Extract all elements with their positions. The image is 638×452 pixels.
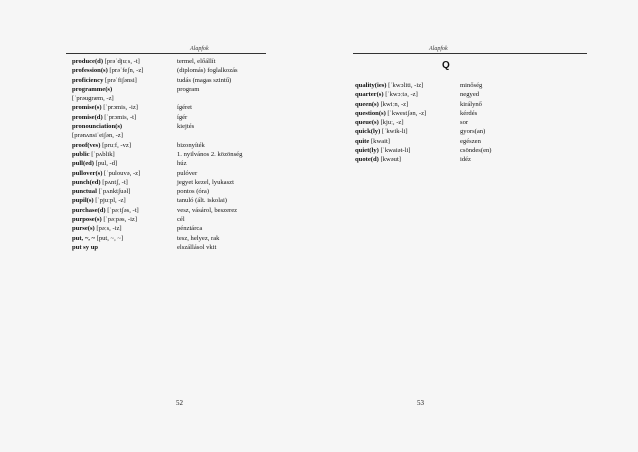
entry-term: [72, 206, 177, 215]
dictionary-entry: [355, 109, 555, 118]
entry-term: [72, 76, 177, 85]
hungarian-meaning: [177, 94, 292, 103]
dictionary-entry: [355, 81, 555, 90]
entry-term: [72, 150, 177, 159]
hungarian-meaning: pontos (óra): [177, 188, 210, 196]
headword: programme(s): [72, 85, 113, 93]
pronunciation: [ˈpjuːpl, -z]: [93, 197, 126, 205]
pronunciation: [pʌntʃ, -t]: [100, 178, 128, 186]
hungarian-meaning: elszállásol vkit: [177, 243, 217, 251]
entry-term: [72, 169, 177, 178]
entry-term: [72, 215, 177, 224]
dictionary-entry: [72, 187, 292, 196]
header-rule: [66, 53, 266, 54]
pronunciation: [prənʌnsiˈeiʃən, -z]: [72, 132, 123, 140]
headword: purpose(s): [72, 216, 102, 224]
hungarian-meaning: ígéret: [177, 104, 193, 112]
hungarian-meaning: jegyet kezel, lyukaszt: [177, 178, 234, 186]
dictionary-entry: [72, 103, 292, 112]
dictionary-entry: [72, 169, 292, 178]
dictionary-entry: [72, 66, 292, 75]
dictionary-entry: [355, 127, 555, 136]
pronunciation: [prəˈfiʃənsi]: [103, 76, 137, 84]
entry-term: [72, 234, 177, 243]
headword: produce(d): [72, 58, 104, 65]
pronunciation: [ˈkwɔːtə, -z]: [383, 91, 418, 99]
page-number: 52: [176, 399, 183, 407]
dictionary-entry: [72, 215, 292, 224]
dictionary-entry: [72, 159, 292, 168]
headword: quite: [355, 137, 370, 145]
dictionary-entry: [72, 85, 292, 94]
dictionary-entry: [355, 146, 555, 155]
hungarian-meaning: program: [177, 85, 200, 93]
headword: quarter(s): [355, 91, 384, 99]
headword: pupil(s): [72, 197, 94, 205]
hungarian-meaning: kiejtés: [177, 123, 195, 131]
entry-term: [72, 187, 177, 196]
headword: purchase(d): [72, 206, 106, 214]
headword: promise(d): [72, 113, 103, 121]
hungarian-meaning: minőség: [460, 82, 483, 89]
section-letter: Q: [442, 60, 450, 71]
dictionary-entry: [72, 243, 292, 252]
headword: purse(s): [72, 225, 95, 233]
pronunciation: [ˈkwestʃən, -z]: [385, 109, 427, 117]
hungarian-meaning: pénztárca: [177, 225, 203, 233]
entry-term: [72, 103, 177, 112]
dictionary-entry: [72, 94, 292, 103]
entry-term: [72, 196, 177, 205]
hungarian-meaning: ígér: [177, 113, 188, 121]
pronunciation: [ˈkwɔliti, -iz]: [386, 82, 424, 89]
running-head: Alapfok: [429, 46, 448, 52]
entry-term: [72, 113, 177, 122]
headword: quiet(ly): [355, 147, 379, 155]
hungarian-meaning: idéz: [460, 156, 471, 164]
headword: quote(d): [355, 156, 379, 164]
hungarian-meaning: 1. nyilvános 2. közönség: [177, 150, 243, 158]
entry-term: [355, 118, 460, 127]
headword: put sy up: [72, 243, 99, 251]
entry-term: [72, 85, 177, 94]
dictionary-entry: [355, 155, 555, 164]
entry-term: [72, 243, 177, 252]
hungarian-meaning: egészen: [460, 137, 481, 145]
hungarian-meaning: negyed: [460, 91, 480, 99]
pronunciation: [ˈpəːtʃəs, -t]: [105, 206, 139, 214]
hungarian-meaning: bizonyíték: [177, 141, 205, 149]
right-page: [319, 0, 638, 452]
dictionary-entry: [72, 141, 292, 150]
pronunciation: [prəˈfeʃn, -z]: [107, 67, 144, 75]
headword: question(s): [355, 109, 386, 117]
running-head: Alapfok: [190, 46, 209, 52]
entry-term: [355, 127, 460, 136]
dictionary-entry: [72, 206, 292, 215]
entry-term: [72, 141, 177, 150]
dictionary-entry: [72, 196, 292, 205]
dictionary-entry: [72, 150, 292, 159]
pronunciation: [pəːs, -iz]: [94, 225, 122, 233]
hungarian-meaning: [177, 131, 292, 140]
hungarian-meaning: sor: [460, 119, 469, 127]
pronunciation: [kjuː, -z]: [378, 119, 404, 127]
hungarian-meaning: termel, előállít: [177, 58, 216, 65]
dictionary-entry: [72, 234, 292, 243]
dictionary-entry: [72, 57, 292, 66]
dictionary-entry: [355, 90, 555, 99]
pronunciation: [pul, -d]: [93, 160, 118, 168]
hungarian-meaning: gyors(an): [460, 128, 486, 136]
pronunciation: [ˈprəugræm, -z]: [72, 95, 114, 103]
hungarian-meaning: kérdés: [460, 109, 478, 117]
hungarian-meaning: tudás (magas szintű): [177, 76, 232, 84]
pronunciation: [put, ~, ~]: [94, 234, 124, 242]
hungarian-meaning: tanuló (ált. iskolai): [177, 197, 227, 205]
headword: punctual: [72, 188, 97, 196]
entry-list: [355, 81, 555, 165]
headword: public: [72, 150, 90, 158]
entry-term: [355, 146, 460, 155]
headword: pullover(s): [72, 169, 103, 177]
hungarian-meaning: húz: [177, 160, 187, 168]
headword: queue(s): [355, 119, 379, 127]
headword: pull(ed): [72, 160, 94, 168]
dictionary-entry: [355, 118, 555, 127]
dictionary-entry: [72, 122, 292, 131]
pronunciation: [prəˈdjuːs, -t]: [103, 58, 140, 65]
headword: quality(ies): [355, 82, 387, 89]
pronunciation: [kwiːn, -z]: [378, 100, 409, 108]
entry-term: [72, 159, 177, 168]
dictionary-entry: [72, 113, 292, 122]
dictionary-entry: [355, 100, 555, 109]
dictionary-entry: [72, 76, 292, 85]
headword: pronounciation(s): [72, 123, 123, 131]
entry-term: [72, 122, 177, 131]
dictionary-entry: [72, 178, 292, 187]
pronunciation: [ˈpʌblik]: [89, 150, 115, 158]
hungarian-meaning: vesz, vásárol, beszerez: [177, 206, 238, 214]
pronunciation: [ˈkwik-li]: [380, 128, 408, 136]
entry-term: [72, 131, 177, 140]
hungarian-meaning: tesz, helyez, rak: [177, 234, 220, 242]
entry-term: [72, 224, 177, 233]
headword: promise(s): [72, 104, 102, 112]
entry-term: [355, 137, 460, 146]
headword: proficiency: [72, 76, 104, 84]
hungarian-meaning: (diplomás) foglalkozás: [177, 67, 238, 75]
pronunciation: [ˈpʌnktʃuəl]: [96, 188, 131, 196]
headword: put, ~, ~: [72, 234, 95, 242]
pronunciation: [ˈpulouvə, -z]: [102, 169, 141, 177]
pronunciation: [pruːf, -vz]: [100, 141, 132, 149]
pronunciation: [ˈprɔmis, -t]: [102, 113, 137, 121]
entry-term: [72, 57, 177, 66]
pronunciation: [kwəut]: [378, 156, 401, 164]
hungarian-meaning: királynő: [460, 100, 482, 108]
headword: quick(ly): [355, 128, 381, 136]
header-rule: [353, 53, 587, 54]
entry-term: [72, 178, 177, 187]
pronunciation: [kwait]: [369, 137, 390, 145]
dictionary-entry: [72, 131, 292, 140]
dictionary-entry: [355, 137, 555, 146]
entry-term: [355, 90, 460, 99]
hungarian-meaning: pulóver: [177, 169, 198, 177]
entry-list: [72, 57, 292, 252]
headword: proof(ves): [72, 141, 101, 149]
hungarian-meaning: cél: [177, 216, 185, 224]
pronunciation: [ˈpəːpəs, -iz]: [101, 216, 138, 224]
headword: punch(ed): [72, 178, 101, 186]
pronunciation: [ˈprɔmis, -iz]: [101, 104, 138, 112]
entry-term: [355, 155, 460, 164]
headword: queen(s): [355, 100, 379, 108]
page-number: 53: [417, 399, 424, 407]
entry-term: [355, 81, 460, 90]
hungarian-meaning: csöndes(en): [460, 147, 492, 155]
entry-term: [72, 94, 177, 103]
headword: profession(s): [72, 67, 108, 75]
dictionary-entry: [72, 224, 292, 233]
entry-term: [355, 100, 460, 109]
entry-term: [355, 109, 460, 118]
entry-term: [72, 66, 177, 75]
pronunciation: [ˈkwaiət-li]: [378, 147, 411, 155]
